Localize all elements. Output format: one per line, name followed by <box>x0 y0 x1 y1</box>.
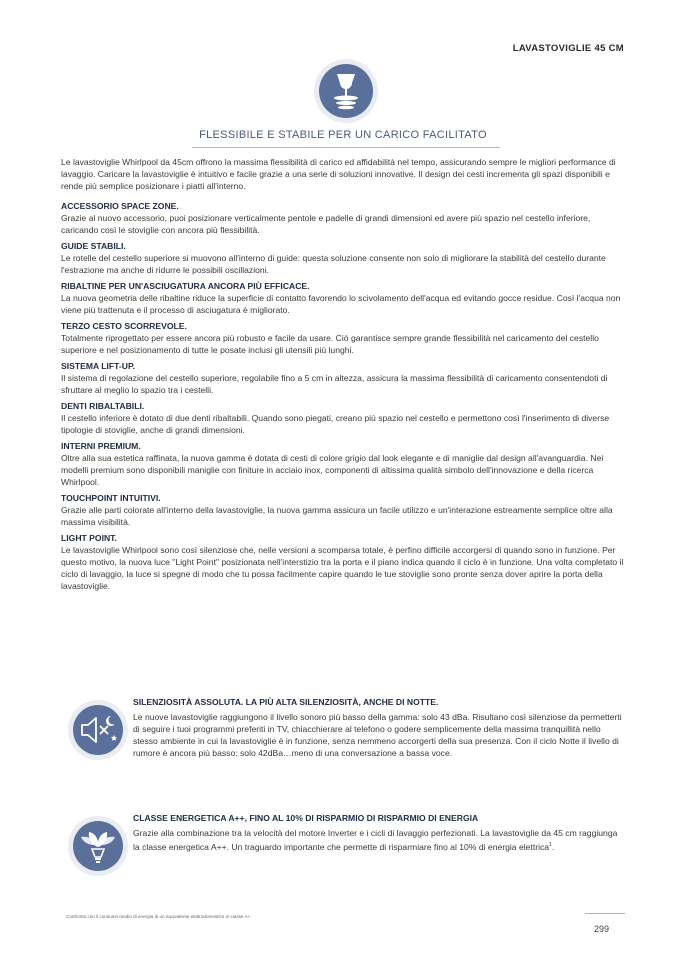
section-light-point <box>61 533 625 592</box>
section-heading: TOUCHPOINT INTUITIVI. <box>61 493 161 504</box>
section-heading: GUIDE STABILI. <box>61 241 126 252</box>
section-body: La nuova geometria delle ribaltine riduce la superficie di contatto favorendo lo scivolamento dell'acqua ed evitando gocce residue. Così l'acqua non viene più trattenuta e il processo di asciugatura è migliorato. <box>61 293 621 316</box>
section-lift-up <box>61 361 625 396</box>
feature-body: Le nuove lavastoviglie raggiungono il livello sonoro più basso della gamma: solo 43 dBa. Risultano così silenziose da permetterti di seguire i tuoi programmi preferiti in TV, chiacchierare al telefono o godere semplicemente della massima tranquillità nello stesso ambiente in cui la lavastoviglie è in funzione, senza nemmeno accorgerti della sua presenza. Con il ciclo Notte il livello di rumore è ancora più basso: solo 42dBa…meno di una conversazione a bassa voce. <box>133 712 622 759</box>
feature-classe-energetica <box>61 813 625 883</box>
section-heading: LIGHT POINT. <box>61 533 117 544</box>
section-terzo-cesto <box>61 321 625 356</box>
feature-body: Grazie alla combinazione tra la velocità del motore Inverter e i cicli di lavaggio perfezionati. La lavastoviglie da 45 cm raggiunga la classe energetica A++. Un traguardo importante che permette di risparmiare fino al 10% di energia elettrica$^1$. <box>133 828 618 852</box>
section-body: Grazie alle parti colorate all'interno della lavastoviglie, la nuova gamma assicura un facile utilizzo e un'interazione estreamente semplice oltre alla massima visibilità. <box>61 505 613 528</box>
section-ribaltine <box>61 281 625 316</box>
feature-text <box>133 697 625 759</box>
footnote: Confronto con il consumo medio di energia di un equivalente elettrodomestico in classe A+. <box>66 914 252 919</box>
dishwasher-glass-plate-icon <box>313 58 379 124</box>
section-body: Grazie al nuovo accessorio, puoi posizionare verticalmente pentole e padelle di grandi dimensioni ed avere più spazio nel cestello inferiore, caricando così le stoviglie con ancora più flessibilità. <box>61 213 591 236</box>
page-title: FLESSIBILE E STABILE PER UN CARICO FACILITATO <box>199 129 487 141</box>
feature-silenziosita <box>61 697 625 787</box>
section-denti-ribaltabili <box>61 401 625 436</box>
section-heading: SISTEMA LIFT-UP. <box>61 361 136 372</box>
section-body: Il sistema di regolazione del cestello superiore, regolabile fino a 5 cm in altezza, assicura la massima flessibilità di caricamento consentendoti di sfruttare al meglio lo spazio tra i cestelli. <box>61 373 608 396</box>
section-space-zone <box>61 201 625 236</box>
section-interni-premium <box>61 441 625 488</box>
page-number-rule <box>585 913 625 914</box>
section-heading: TERZO CESTO SCORREVOLE. <box>61 321 187 332</box>
footnote-mark: 1 <box>549 842 552 849</box>
section-heading: ACCESSORIO SPACE ZONE. <box>61 201 179 212</box>
intro-paragraph: Le lavastoviglie Whirlpool da 45cm offrono la massima flessibilità di carico ed affidabilità nel tempo, assicurando sempre le migliori performance di lavaggio. Caricare la lavastoviglie è intuitivo e facile grazie a una serie di soluzioni innovative. Il design dei cesti incrementa gli spazi disponibili e rende più semplice posizionare i piatti all'interno. <box>61 157 616 192</box>
feature-heading: CLASSE ENERGETICA A++, FINO AL 10% DI RISPARMIO DI RISPARMIO DI ENERGIA <box>133 813 479 823</box>
section-body: Le lavastoviglie Whirlpool sono così silenziose che, nelle versioni a scomparsa totale, è perfino difficile accorgersi di quando sono in funzione. Per questo motivo, la nuova luce "Light Point" posizionata nell'interstizio tra la porta e il piano indica quando il ciclo è in funzione. Una volta completato il ciclo di lavaggio, la luce si spegne di modo che tu possa facilmente capire quando le tue stoviglie sono pronte senza dover aprire la porta della lavastoviglie. <box>61 545 624 592</box>
section-body: Il cestello inferiore è dotato di due denti ribaltabili. Quando sono piegati, creano più spazio nel cestello e permettono così l'inserimento di diverse tipologie di stoviglie, anche di grandi dimensioni. <box>61 413 610 436</box>
feature-heading: SILENZIOSITÀ ASSOLUTA. LA PIÙ ALTA SILENZIOSITÀ, ANCHE DI NOTTE. <box>133 697 439 707</box>
section-touchpoint <box>61 493 625 528</box>
section-heading: RIBALTINE PER UN'ASCIUGATURA ANCORA PIÙ EFFICACE. <box>61 281 310 292</box>
section-body: Le rotelle del cestello superiore si muovono all'interno di guide: questa soluzione consente non solo di migliorare la stabilità del cestello durante l'estrazione ma anche di ridurre le possibili oscillazioni. <box>61 253 606 276</box>
section-guide-stabili <box>61 241 625 276</box>
feature-body-text: Grazie alla combinazione tra la velocità del motore Inverter e i cicli di lavaggio perfezionati. La lavastoviglie da 45 cm raggiunga la classe energetica A++. Un traguardo importante che permette di risparmiare fino al 10% di energia elettrica <box>133 828 618 852</box>
section-heading: DENTI RIBALTABILI. <box>61 401 145 412</box>
main-content <box>61 156 625 597</box>
section-body: Totalmente riprogettato per essere ancora più robusto e facile da usare. Ciò garantisce sempre grande flessibilità nel caricamento del cestello superiore e nel posizionamento di tutte le posate inclusi gli utensili più lunghi. <box>61 333 599 356</box>
page-header-label: LAVASTOVIGLIE 45 CM <box>512 43 624 54</box>
section-heading: INTERNI PREMIUM. <box>61 441 141 452</box>
section-body: Oltre alla sua estetica raffinata, la nuova gamma è dotata di cesti di colore grigio dal look elegante e di maniglie dal design all'avanguardia. Nei modelli premium sono disponibili maniglie con finiture in acciaio inox, componenti di altissima qualità simbolo dell'innovazione e della ricerca Whirlpool. <box>61 453 604 488</box>
page-number: 299 <box>594 924 610 934</box>
silent-night-icon <box>67 699 129 761</box>
title-divider <box>192 147 500 148</box>
energy-leaf-bulb-icon <box>67 815 129 877</box>
feature-text <box>133 813 625 853</box>
